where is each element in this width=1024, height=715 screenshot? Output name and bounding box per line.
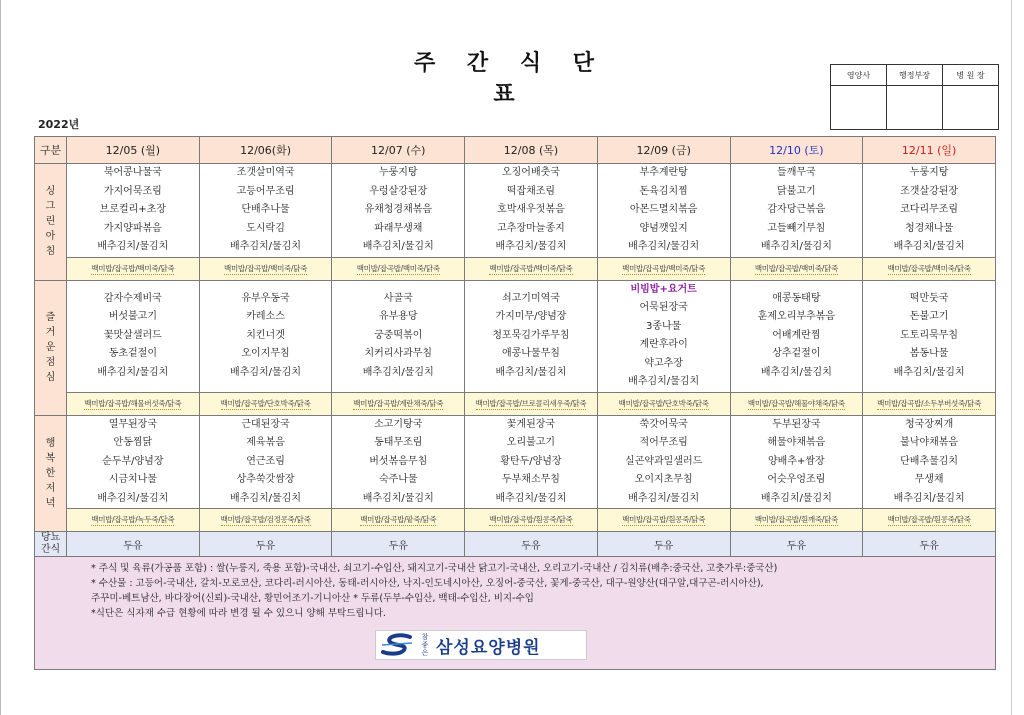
rice-porridge-text: 백미밥/잡곡밥/백미죽/닭죽 [356,263,440,273]
menu-cell [465,415,598,509]
menu-dish: 훈제오리부추볶음 [757,311,835,323]
menu-dish: 배추김치/물김치 [230,492,302,504]
menu-dish: 오징어배춧국 [501,167,560,178]
menu-cell [863,280,996,392]
menu-dish: 배추김치/물김치 [97,492,169,504]
menu-dish: 두부채소무침 [501,474,560,485]
notes-row [35,557,996,670]
rice-porridge-cell [332,257,465,280]
menu-dish: 배추김치/물김치 [362,366,434,378]
menu-cell [199,164,332,258]
menu-dish: 청포묵김가루무침 [492,329,570,341]
menu-dish: 배추김치/물김치 [97,366,169,378]
rice-porridge-cell [730,392,863,415]
approval-sign-admin-director [887,86,943,130]
rice-porridge-cell [67,392,200,415]
menu-cell [199,280,332,392]
meal-label-char: 린 [45,216,56,228]
menu-cell [67,280,200,392]
menu-dish: 닭불고기 [777,185,816,197]
menu-dish: 돈육김치찜 [639,185,688,197]
menu-dish: 숙주나물 [378,474,418,485]
meal-label-char: 점 [45,357,56,368]
menu-dish: 해물야채볶음 [767,437,826,448]
approval-box [830,64,999,130]
meal-label-char: 그 [45,201,56,213]
menu-cell [597,280,730,392]
rice-porridge-cell [465,257,598,280]
rice-porridge-text: 백미밥/잡곡밥/브로콜리새우죽/닭죽 [475,398,587,408]
approval-hospital-director: 병 원 장 [943,65,999,86]
menu-dish: 청경채나물 [904,222,954,234]
notes-cell [35,557,996,670]
menu-dish: 조갯살미역국 [236,167,295,178]
header-row [35,137,996,164]
menu-dish: 양배추+쌈장 [768,455,825,467]
menu-dish: 소고기탕국 [374,418,423,430]
snack-cell: 두유 [199,532,332,557]
meal-label-char: 녁 [45,497,56,509]
side-row [35,257,996,280]
rice-porridge-text: 백미밥/잡곡밥/흰깨죽/닭죽 [754,515,838,524]
menu-dish: 우렁살강된장 [369,185,428,197]
approval-sign-hospital-director [943,86,999,130]
hospital-logo [375,630,587,660]
menu-dish: 감자수제비국 [103,292,162,304]
menu-dish: 배추김치/물김치 [760,366,832,378]
meal-label-char: 거 [45,327,56,338]
menu-dish: 치커리사과무침 [364,348,433,360]
menu-dish: 안동찜닭 [113,437,153,448]
menu-dish: 배추김치/물김치 [495,241,567,252]
year-label: 2022년 [38,118,80,131]
meal-label [35,415,67,532]
menu-dish: 계란후라이 [639,339,688,350]
rice-porridge-cell [67,509,200,532]
rice-porridge-text: 백미밥/잡곡밥/백미죽/닭죽 [91,263,175,273]
menu-dish: 고들빼기무침 [767,222,826,234]
header-day: 12/07 (수) [332,137,465,164]
menu-dish: 꽃게된장국 [506,418,556,430]
menu-cell [332,280,465,392]
menu-dish: 배추김치/물김치 [893,366,965,378]
menu-dish: 배추김치/물김치 [362,492,434,504]
menu-dish: 버섯볶음무침 [369,455,428,467]
origin-note: * 주식 및 육류(가공품 포함) : 쌀(누룽지, 죽용 포함)-국내산, 쇠고기-수입산, 돼지고기-국내산 닭고기-국내산, 오리고기-국내산 / 김치류(배추:중국산, 고춧가루:중국산) [91,563,778,574]
menu-dish: 배추김치/물김치 [495,366,567,378]
menu-dish: 가지어묵조림 [103,185,162,197]
approval-nutritionist: 영양사 [831,65,887,86]
menu-dish: 황탄두/양념장 [500,455,562,467]
rice-porridge-text: 백미밥/잡곡밥/해물버섯죽/닭죽 [84,398,182,408]
snack-cell: 두유 [863,532,996,557]
menu-dish: 근대된장국 [241,418,290,430]
rice-porridge-cell [199,509,332,532]
menu-dish: 고추장마늘종지 [497,222,565,234]
menu-dish: 버섯불고기 [108,311,157,323]
menu-dish: 단배추나물 [241,204,290,215]
logo-s-icon [380,633,414,657]
menu-dish: 시금치나물 [108,474,157,485]
meal-label-char: 저 [45,482,56,494]
rice-porridge-text: 백미밥/잡곡밥/팥죽/닭죽 [360,515,437,524]
menu-dish: 오리불고기 [506,437,556,448]
menu-dish: 배추김치/물김치 [893,241,965,252]
snack-cell: 두유 [597,532,730,557]
snack-label-line: 간식 [40,544,61,555]
menu-dish: 쇠고기미역국 [501,292,560,304]
menu-dish: 배추김치/물김치 [230,241,302,252]
menu-dish: 조갯살강된장 [900,185,959,197]
page-border-left [0,0,1,715]
header-day: 12/08 (목) [465,137,598,164]
meal-label-char: 운 [45,342,56,353]
menu-dish: 코다리무조림 [900,204,959,215]
menu-dish: 애콩나물무침 [501,348,560,360]
menu-dish: 실곤약과일샐러드 [625,455,703,467]
menu-dish: 오이지무침 [241,348,290,360]
menu-dish: 애콩동태탕 [772,292,821,304]
approval-sign-nutritionist [831,86,887,130]
rice-porridge-cell [67,257,200,280]
rice-porridge-text: 백미밥/잡곡밥/흰콩죽/닭죽 [887,515,971,524]
menu-dish: 떡만둣국 [909,292,949,304]
origin-note: * 수산물 : 고등어-국내산, 갈치-모로코산, 코다리-러시아산, 동태-러시아산, 낙지-인도네시아산, 오징어-중국산, 꽃게-중국산, 대구-원양산(대구알,대구곤-러시아산), [91,578,764,589]
menu-dish: 배추김치/물김치 [97,241,169,252]
header-label: 구분 [35,137,67,164]
weekly-menu-table [34,136,996,670]
side-row [35,392,996,415]
meal-label [35,164,67,281]
menu-dish: 배추김치/물김치 [628,492,700,504]
menu-dish: 어슷우엉조림 [767,474,826,485]
menu-cell [730,280,863,392]
menu-dish: 배추김치/물김치 [230,366,302,378]
page-title: 주 간 식 단 표 [414,51,606,107]
menu-dish: 배추김치/물김치 [362,241,434,252]
meal-label-char: 한 [45,467,56,479]
meal-row [35,415,996,509]
menu-cell [67,415,200,509]
rice-porridge-cell [730,509,863,532]
meal-label-char: 아 [45,231,56,243]
menu-dish: 상추겉절이 [772,348,821,360]
rice-porridge-text: 백미밥/잡곡밥/백미죽/닭죽 [622,263,706,273]
menu-dish: 동초겉절이 [108,348,157,360]
menu-dish: 유부용당 [378,311,418,323]
menu-cell [863,415,996,509]
meal-label-char: 복 [45,452,56,464]
approval-admin-director: 행정부장 [887,65,943,86]
rice-porridge-text: 백미밥/잡곡밥/백미죽/닭죽 [887,263,971,273]
snack-cell: 두유 [332,532,465,557]
menu-dish: 파래무생채 [374,222,423,234]
logo-tagline: 참좋은 [421,633,429,657]
menu-dish: 누룽지탕 [378,167,418,178]
menu-dish: 유부우동국 [241,292,290,304]
menu-dish: 유채청경채볶음 [364,204,433,215]
menu-dish: 청국장찌개 [904,418,954,430]
menu-dish: 불낙야채볶음 [900,437,959,448]
menu-cell [199,415,332,509]
menu-dish: 쑥갓어묵국 [639,418,688,430]
menu-cell [730,164,863,258]
snack-cell: 두유 [730,532,863,557]
rice-porridge-cell [465,392,598,415]
snack-row [35,532,996,557]
header-day: 12/06(화) [199,137,332,164]
header-day: 12/05 (월) [67,137,200,164]
menu-cell [597,415,730,509]
menu-dish: 감자당근볶음 [767,204,826,215]
menu-dish: 양념깻잎지 [639,222,688,234]
menu-dish: 고등어무조림 [236,185,295,197]
menu-dish: 연근조림 [246,455,285,467]
meal-label-char: 즐 [45,312,56,323]
menu-dish: 부추계란탕 [639,167,688,178]
menu-dish: 호박새우젓볶음 [497,204,565,215]
menu-dish: 순두부/양념장 [102,455,164,467]
menu-dish: 열무된장국 [108,418,157,430]
menu-cell [597,164,730,258]
rice-porridge-text: 백미밥/잡곡밥/검정콩죽/닭죽 [220,515,311,524]
rice-porridge-cell [332,392,465,415]
meal-label-char: 싱 [45,186,56,198]
menu-dish: 배추김치/물김치 [893,492,965,504]
meal-label-char: 심 [45,372,56,383]
side-row [35,509,996,532]
rice-porridge-cell [332,509,465,532]
rice-porridge-cell [199,392,332,415]
header-day: 12/09 (금) [597,137,730,164]
rice-porridge-text: 백미밥/잡곡밥/백미죽/닭죽 [754,263,838,273]
rice-porridge-cell [465,509,598,532]
rice-porridge-text: 백미밥/잡곡밥/해물야채죽/닭죽 [747,398,845,408]
menu-dish: 도토리묵무침 [900,329,959,341]
menu-dish: 어배계란찜 [772,329,821,341]
menu-dish: 아몬드멸치볶음 [629,204,698,215]
rice-porridge-cell [863,257,996,280]
rice-porridge-cell [597,509,730,532]
rice-porridge-text: 백미밥/잡곡밥/소두부버섯죽/닭죽 [877,398,982,408]
menu-dish: 배추김치/물김치 [495,492,567,504]
menu-dish: 카레소스 [246,311,285,323]
rice-porridge-cell [199,257,332,280]
menu-dish: 들깨무국 [777,167,816,178]
menu-dish: 도시락김 [246,222,285,234]
logo-name: 삼성요양병원 [436,637,541,658]
meal-label [35,280,67,415]
menu-dish: 봄동나물 [909,348,949,360]
meal-row [35,164,996,258]
menu-dish: 무생채 [914,474,944,485]
header-day: 12/10 (토) [730,137,863,164]
rice-porridge-cell [597,392,730,415]
header-day: 12/11 (일) [863,137,996,164]
menu-cell [465,280,598,392]
menu-dish: 상추쑥갓쌈장 [236,474,295,485]
meal-label-char: 침 [45,246,56,258]
menu-cell [67,164,200,258]
menu-dish: 비빔밥+요거트 [630,283,697,295]
rice-porridge-text: 백미밥/잡곡밥/백미죽/닭죽 [489,263,573,273]
snack-label [35,532,67,557]
menu-dish: 북어콩나물국 [103,167,162,178]
menu-cell [730,415,863,509]
menu-dish: 적어무조림 [639,437,688,448]
meal-row [35,280,996,392]
rice-porridge-text: 백미밥/잡곡밥/백미죽/닭죽 [224,263,308,273]
menu-dish: 사골국 [383,292,413,304]
menu-dish: 떡잡채조림 [506,185,556,197]
rice-porridge-cell [730,257,863,280]
rice-porridge-text: 백미밥/잡곡밥/단호박죽/닭죽 [618,398,709,408]
rice-porridge-text: 백미밥/잡곡밥/단호박죽/닭죽 [220,398,311,408]
rice-porridge-text: 백미밥/잡곡밥/흰콩죽/닭죽 [489,515,573,524]
menu-dish: 어묵된장국 [639,302,688,313]
snack-cell: 두유 [465,532,598,557]
menu-dish: 누룽지탕 [909,167,949,178]
rice-porridge-cell [863,392,996,415]
origin-note: *식단은 식자재 수급 현황에 따라 변경 될 수 있으니 양해 부탁드립니다. [91,608,386,619]
menu-cell [863,164,996,258]
menu-dish: 배추김치/물김치 [628,241,700,252]
menu-dish: 배추김치/물김치 [760,241,832,252]
meal-label-char: 행 [45,437,56,449]
menu-dish: 두부된장국 [772,418,821,430]
menu-dish: 가지미무/양념장 [495,311,567,323]
snack-cell: 두유 [67,532,200,557]
rice-porridge-text: 백미밥/잡곡밥/계란채죽/닭죽 [353,398,444,408]
menu-dish: 약고추장 [644,357,683,369]
menu-dish: 브로컬리+초장 [99,204,167,215]
menu-dish: 배추김치/물김치 [628,376,700,387]
rice-porridge-text: 백미밥/잡곡밥/흰콩죽/닭죽 [622,515,706,524]
menu-dish: 동태무조림 [374,437,423,448]
menu-dish: 꽃맛살샐러드 [103,329,162,341]
rice-porridge-cell [863,509,996,532]
menu-dish: 오이지초무침 [634,474,693,485]
menu-cell [332,164,465,258]
rice-porridge-cell [597,257,730,280]
menu-dish: 3종나물 [645,320,682,332]
rice-porridge-text: 백미밥/잡곡밥/녹두죽/닭죽 [91,515,175,524]
menu-dish: 돈불고기 [909,311,949,323]
menu-dish: 궁중떡볶이 [374,329,423,341]
menu-dish: 배추김치/물김치 [760,492,832,504]
menu-dish: 치킨너겟 [246,329,285,341]
snack-label-line: 당뇨 [40,532,61,543]
page-border-right [1011,0,1012,715]
menu-cell [465,164,598,258]
menu-dish: 제육볶음 [246,437,285,448]
origin-note: 주꾸미-베트남산, 바다장어(신뢰)-국내산, 황민어조기-기니아산 * 두류(두부-수입산, 백태-수입산, 비지-수입 [91,593,534,604]
menu-cell [332,415,465,509]
menu-dish: 가지양파볶음 [103,222,162,234]
menu-dish: 단배추물김치 [900,455,959,467]
